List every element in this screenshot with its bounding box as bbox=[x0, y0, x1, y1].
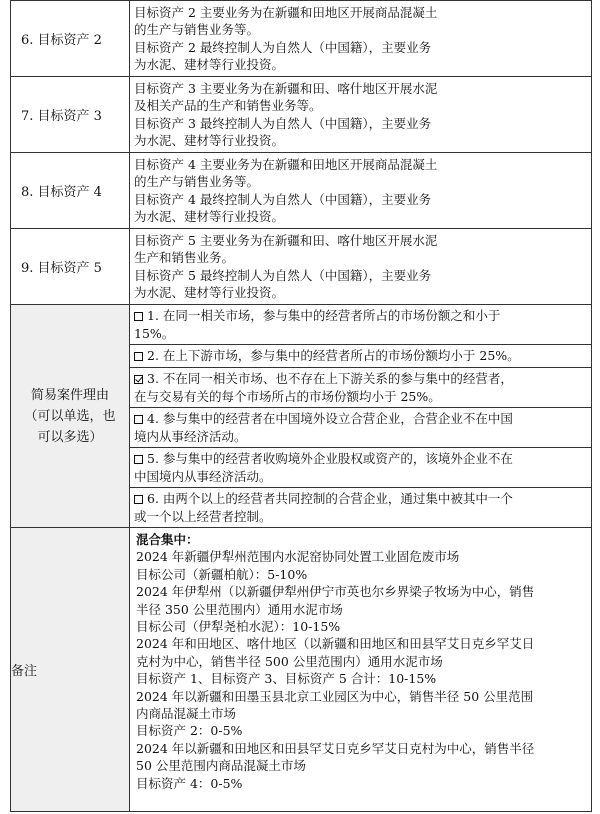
text-line: 的生产与销售业务等。 bbox=[134, 174, 260, 190]
remarks-label-cell bbox=[11, 528, 130, 812]
remarks-heading: 混合集中： bbox=[136, 532, 199, 547]
text-line: 目标资产 2 主要业务为在新疆和田地区开展商品混凝土 bbox=[134, 4, 438, 20]
reason-checkbox-checked[interactable] bbox=[134, 375, 143, 384]
reason-checkbox[interactable] bbox=[134, 352, 143, 361]
reason-option-cell bbox=[130, 305, 592, 345]
remarks-label: 备注 bbox=[11, 664, 38, 679]
asset-label: 6. 目标资产 2 bbox=[21, 33, 102, 48]
remarks-line: 2024 年以新疆和田地区和田县罕艾日克乡罕艾日克村为中心，销售半径 bbox=[136, 740, 535, 756]
reason-option-cell bbox=[130, 368, 592, 408]
reason-option-cell bbox=[130, 408, 592, 448]
asset-label-cell bbox=[11, 77, 130, 153]
reason-option bbox=[130, 408, 591, 447]
asset-label: 8. 目标资产 4 bbox=[21, 185, 102, 200]
text-line: 及相关产品的生产和销售业务等。 bbox=[134, 98, 322, 114]
text-line: 目标资产 4 主要业务为在新疆和田地区开展商品混凝土 bbox=[134, 156, 438, 172]
asset-description bbox=[130, 231, 591, 302]
reason-text: 在与交易有关的每个市场所占的市场份额均小于 25%。 bbox=[134, 388, 441, 404]
reason-text: 5. 参与集中的经营者收购境外企业股权或资产的，该境外企业不在 bbox=[147, 451, 513, 466]
reason-checkbox[interactable] bbox=[134, 495, 143, 504]
asset-row bbox=[11, 153, 592, 229]
remarks-line: 2024 年伊犁州（以新疆伊犁州伊宁市英也尔乡界梁子牧场为中心，销售 bbox=[136, 584, 535, 600]
reason-checkbox[interactable] bbox=[134, 312, 143, 321]
asset-row bbox=[11, 1, 592, 77]
remarks-line: 目标公司（新疆柏航）：5-10% bbox=[136, 566, 308, 582]
remarks-line: 50 公里范围内商品混凝土市场 bbox=[136, 758, 306, 774]
asset-description bbox=[130, 155, 591, 226]
text-line: 生产和销售业务。 bbox=[134, 250, 235, 266]
reason-checkbox[interactable] bbox=[134, 415, 143, 424]
asset-row bbox=[11, 77, 592, 153]
reason-text: 4. 参与集中的经营者在中国境外设立合营企业，合营企业不在中国 bbox=[147, 411, 513, 426]
reason-text: 15%。 bbox=[134, 325, 175, 341]
text-line: 为水泥、建材等行业投资。 bbox=[134, 284, 285, 300]
text-line: 为水泥、建材等行业投资。 bbox=[134, 208, 285, 224]
reason-row bbox=[11, 305, 592, 345]
asset-description-cell bbox=[130, 1, 592, 77]
asset-label: 7. 目标资产 3 bbox=[21, 109, 102, 124]
text-line: 的生产与销售业务等。 bbox=[134, 22, 260, 38]
reason-text: 3. 不在同一相关市场、也不存在上下游关系的参与集中的经营者， bbox=[147, 371, 513, 386]
reason-option-cell bbox=[130, 488, 592, 528]
remarks-row bbox=[11, 528, 592, 812]
text-line: 目标资产 2 最终控制人为自然人（中国籍），主要业务 bbox=[134, 39, 432, 55]
asset-label-cell bbox=[11, 229, 130, 305]
reason-text: 中国境内从事经济活动。 bbox=[134, 468, 272, 484]
reason-option-cell bbox=[130, 448, 592, 488]
text-line: 目标资产 3 主要业务为在新疆和田、喀什地区开展水泥 bbox=[134, 80, 438, 96]
text-line: 目标资产 4 最终控制人为自然人（中国籍），主要业务 bbox=[134, 191, 432, 207]
reason-label-line: 可以多选） bbox=[37, 429, 103, 445]
reason-option-cell bbox=[130, 345, 592, 368]
remarks-line: 内商品混凝土市场 bbox=[136, 706, 237, 722]
reason-text: 6. 由两个以上的经营者共同控制的合营企业，通过集中被其中一个 bbox=[147, 491, 513, 506]
asset-description-cell bbox=[130, 77, 592, 153]
text-line: 为水泥、建材等行业投资。 bbox=[134, 56, 285, 72]
reason-option bbox=[130, 488, 591, 527]
remarks-content bbox=[130, 528, 591, 795]
text-line: 为水泥、建材等行业投资。 bbox=[134, 132, 285, 148]
asset-description-cell bbox=[130, 153, 592, 229]
reason-text: 或一个以上经营者控制。 bbox=[134, 508, 272, 524]
reason-label-line: （可以单选，也 bbox=[24, 408, 116, 424]
asset-row bbox=[11, 229, 592, 305]
filing-table bbox=[10, 0, 592, 812]
remarks-line: 目标资产 4：0-5% bbox=[136, 775, 243, 791]
reason-option bbox=[130, 448, 591, 487]
reason-text: 2. 在上下游市场，参与集中的经营者所占的市场份额均小于 25%。 bbox=[147, 348, 520, 364]
remarks-line: 2024 年和田地区、喀什地区（以新疆和田地区和田县罕艾日克乡罕艾日 bbox=[136, 636, 535, 652]
reason-text: 1. 在同一相关市场，参与集中的经营者所占的市场份额之和小于 bbox=[147, 308, 501, 323]
reason-label-cell bbox=[11, 305, 130, 528]
text-line: 目标资产 5 主要业务为在新疆和田、喀什地区开展水泥 bbox=[134, 232, 438, 248]
asset-description bbox=[130, 79, 591, 150]
asset-description bbox=[130, 3, 591, 74]
remarks-line: 2024 年以新疆和田墨玉县北京工业园区为中心，销售半径 50 公里范围 bbox=[136, 688, 534, 704]
remarks-line: 2024 年新疆伊犁州范围内水泥窑协同处置工业固危废市场 bbox=[136, 549, 460, 565]
remarks-line: 半径 350 公里范围内）通用水泥市场 bbox=[136, 601, 343, 617]
remarks-line: 目标资产 1、目标资产 3、目标资产 5 合计：10-15% bbox=[136, 671, 437, 687]
remarks-line: 目标资产 2：0-5% bbox=[136, 723, 243, 739]
asset-label-cell bbox=[11, 1, 130, 77]
reason-text: 境内从事经济活动。 bbox=[134, 428, 247, 444]
reason-option bbox=[130, 368, 591, 407]
reason-label-line: 简易案件理由 bbox=[30, 387, 109, 403]
text-line: 目标资产 5 最终控制人为自然人（中国籍），主要业务 bbox=[134, 267, 432, 283]
remarks-line: 克村为中心，销售半径 500 公里范围内）通用水泥市场 bbox=[136, 653, 443, 669]
reason-option bbox=[130, 305, 591, 344]
text-line: 目标资产 3 最终控制人为自然人（中国籍），主要业务 bbox=[134, 115, 432, 131]
reason-checkbox[interactable] bbox=[134, 455, 143, 464]
remarks-line: 目标公司（伊犁尧柏水泥）：10-15% bbox=[136, 619, 341, 635]
asset-label: 9. 目标资产 5 bbox=[21, 261, 102, 276]
asset-description-cell bbox=[130, 229, 592, 305]
asset-label-cell bbox=[11, 153, 130, 229]
reason-option bbox=[130, 345, 591, 367]
remarks-content-cell bbox=[130, 528, 592, 812]
